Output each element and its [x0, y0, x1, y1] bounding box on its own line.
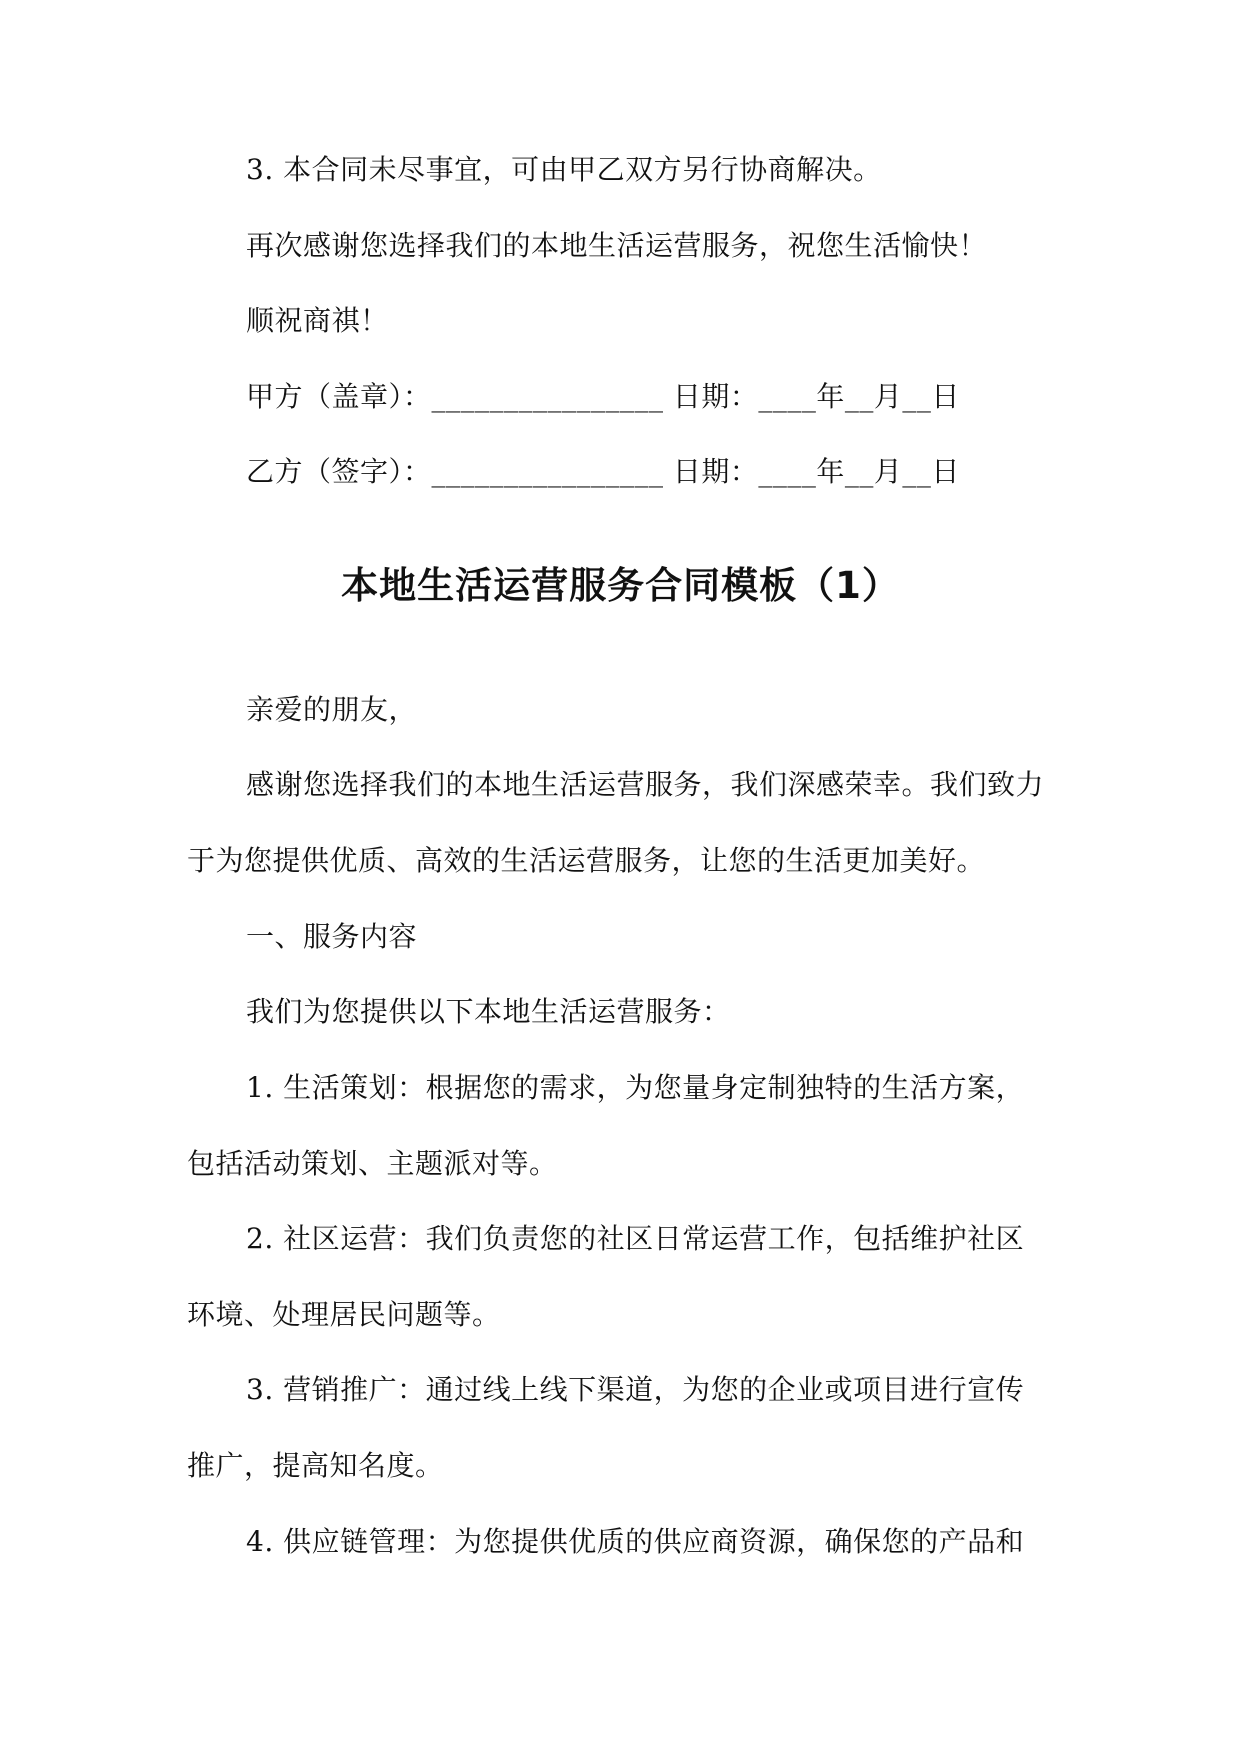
document-title: 本地生活运营服务合同模板（1）: [341, 564, 900, 607]
intro-paragraph-line-2: 于为您提供优质、高效的生活运营服务，让您的生活更加美好。: [187, 844, 986, 877]
services-intro: 我们为您提供以下本地生活运营服务：: [246, 995, 731, 1028]
service-item-4-line-1: 4. 供应链管理：为您提供优质的供应商资源，确保您的产品和: [246, 1525, 1025, 1558]
service-item-2-line-1: 2. 社区运营：我们负责您的社区日常运营工作，包括维护社区: [246, 1222, 1025, 1255]
intro-paragraph-line-1: 感谢您选择我们的本地生活运营服务，我们深感荣幸。我们致力: [246, 768, 1045, 801]
carryover-item-3: 3. 本合同未尽事宜，可由甲乙双方另行协商解决。: [246, 153, 882, 186]
thanks-paragraph: 再次感谢您选择我们的本地生活运营服务，祝您生活愉快！: [246, 229, 988, 262]
service-item-1-line-2: 包括活动策划、主题派对等。: [187, 1147, 558, 1180]
party-b-signature-line: 乙方（签字）：________________ 日期：____年__月__日: [246, 455, 960, 488]
section-heading-service-content: 一、服务内容: [246, 920, 418, 953]
service-item-2-line-2: 环境、处理居民问题等。: [187, 1298, 501, 1331]
service-item-3-line-2: 推广，提高知名度。: [187, 1449, 444, 1482]
party-a-signature-line: 甲方（盖章）：________________ 日期：____年__月__日: [246, 380, 960, 413]
closing-line: 顺祝商祺！: [246, 304, 389, 337]
greeting: 亲爱的朋友，: [246, 693, 418, 726]
service-item-3-line-1: 3. 营销推广：通过线上线下渠道，为您的企业或项目进行宣传: [246, 1373, 1025, 1406]
service-item-1-line-1: 1. 生活策划：根据您的需求，为您量身定制独特的生活方案，: [246, 1071, 1025, 1104]
